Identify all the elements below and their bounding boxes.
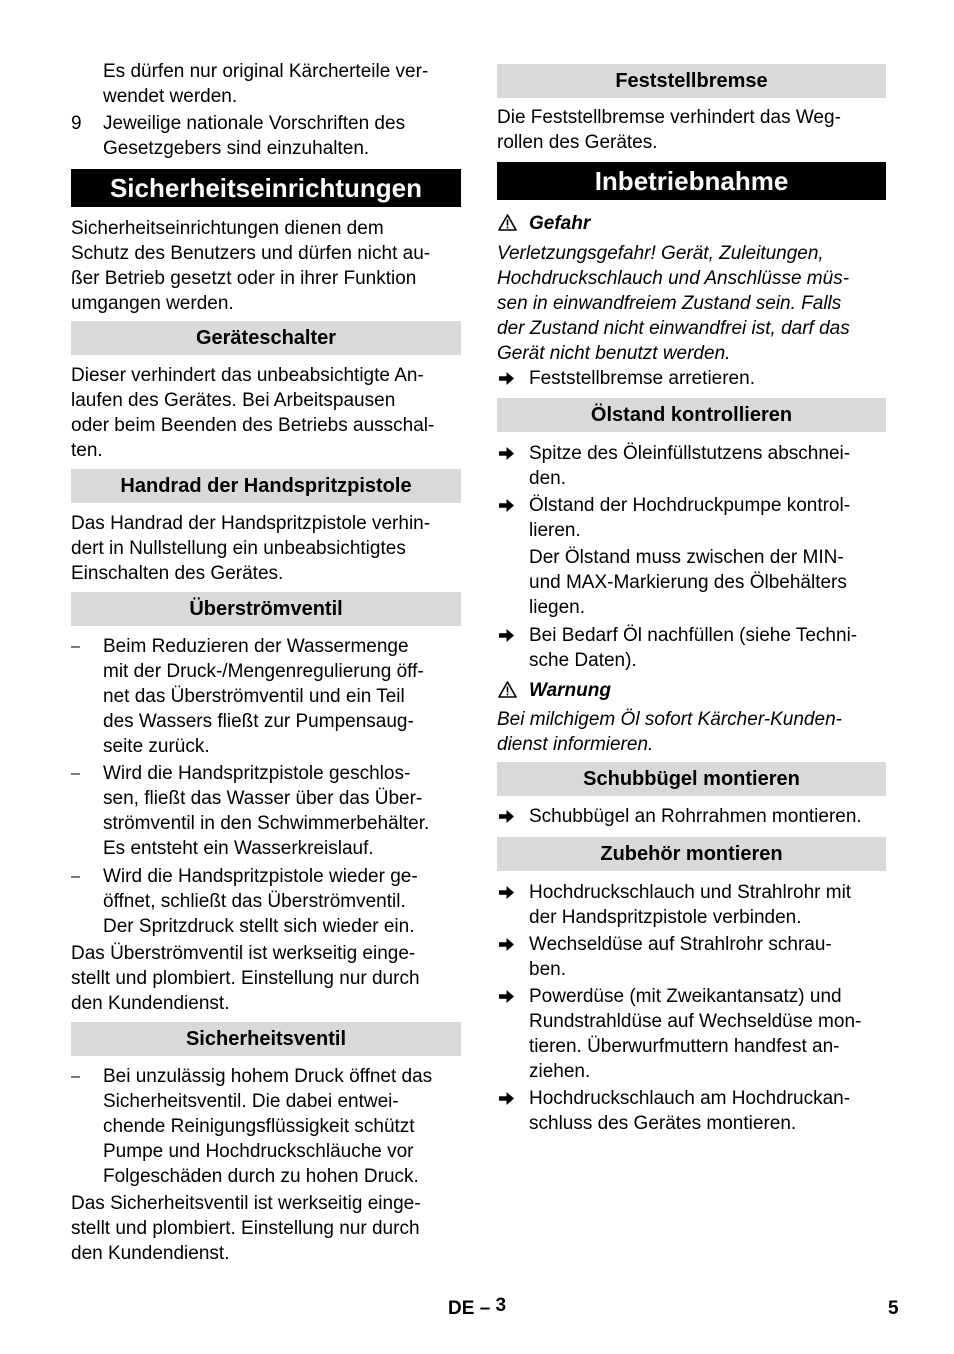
section-title-sicherheitseinrichtungen: Sicherheitseinrichtungen [71,169,461,207]
footer-language: DE [448,1298,475,1319]
ueberstroemventil-text: Das Überströmventil ist werkseitig einge- stellt und plombiert. Einstellung nur durch den Kundendienst. [71,943,420,1014]
oelstand-note: Der Ölstand muss zwischen der MIN- und MAX-Markierung des Ölbehälters liegen. [529,547,847,618]
footer-dash: – [479,1298,491,1319]
section-text: Sicherheitseinrichtungen dienen dem Schutz des Benutzers und dürfen nicht au- ßer Betrieb gesetzt oder in ihrer Funktion umgangen werden. [71,218,431,314]
warning-triangle-icon [498,681,517,698]
arrow-right-icon [497,984,517,1009]
heading-schubbuegel: Schubbügel montieren [497,762,886,796]
feststellbremse-text: Die Feststellbremse verhindert das Weg- rollen des Gerätes. [497,107,841,153]
heading-sicherheitsventil: Sicherheitsventil [71,1022,461,1056]
intro-text: Es dürfen nur original Kärcherteile ver- wendet werden. [103,61,429,107]
warning-triangle-icon [498,214,517,231]
arrow-right-icon [497,804,517,829]
arrow-right-icon [497,366,517,391]
handrad-text: Das Handrad der Handspritzpistole verhin- dert in Nullstellung ein unbeabsichtigtes Einschalten des Gerätes. [71,513,431,584]
geraeteschalter-text: Dieser verhindert das unbeabsichtigte An- laufen des Gerätes. Bei Arbeitspausen oder beim Beenden des Betriebs ausschal- ten. [71,365,435,461]
section-title-inbetriebnahme: Inbetriebnahme [497,162,886,200]
arrow-right-icon [497,880,517,905]
warning-label: Warnung [497,678,886,703]
warning-text: Bei milchigem Öl sofort Kärcher-Kunden- dienst informieren. [497,709,842,755]
heading-geraeteschalter: Geräteschalter [71,321,461,355]
heading-zubehoer: Zubehör montieren [497,837,886,871]
page-number: 5 [888,1298,899,1319]
sicherheitsventil-text: Das Sicherheitsventil ist werkseitig einge- stellt und plombiert. Einstellung nur durch den Kundendienst. [71,1193,421,1264]
danger-text: Verletzungsgefahr! Gerät, Zuleitungen, Hochdruckschlauch und Anschlüsse müs- sen in einwandfreiem Zustand sein. Falls der Zustand nicht einwandfrei ist, darf das Gerät nicht benutzt werden. [497,243,850,364]
heading-oelstand: Ölstand kontrollieren [497,398,886,432]
page-footer-section [448,1295,507,1320]
heading-ueberstroemventil: Überströmventil [71,592,461,626]
heading-handrad: Handrad der Handspritzpistole [71,469,461,503]
arrow-right-icon [497,441,517,466]
danger-label: Gefahr [497,211,886,236]
arrow-right-icon [497,932,517,957]
arrow-right-icon [497,493,517,518]
arrow-right-icon [497,623,517,648]
arrow-right-icon [497,1086,517,1111]
footer-section-page: 3 [495,1295,507,1316]
heading-feststellbremse: Feststellbremse [497,64,886,98]
